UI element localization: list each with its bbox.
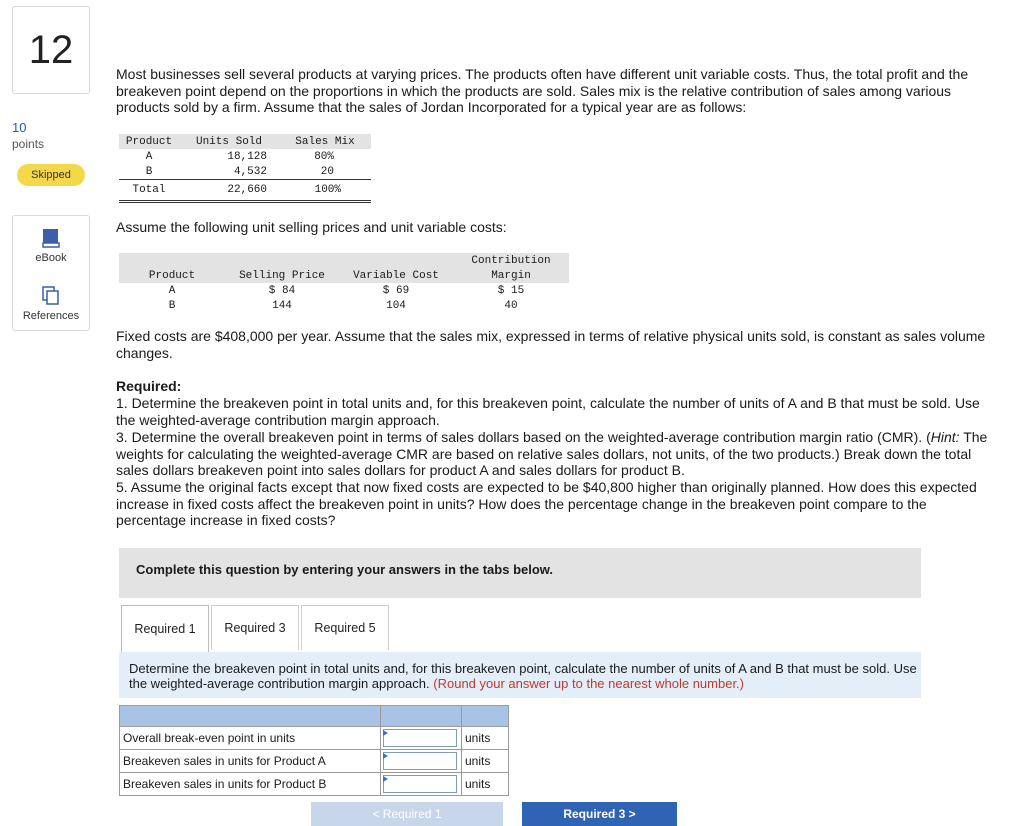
price-cell: $ 15: [497, 284, 525, 297]
answer-unit: units: [462, 727, 509, 750]
price-cell: 40: [504, 299, 518, 312]
price-cell: 144: [272, 299, 292, 312]
answer-label: Breakeven sales in units for Product B: [120, 773, 381, 796]
price-cell: A: [168, 284, 176, 297]
requirement-3-text: 3. Determine the overall breakeven point in terms of sales dollars based on the weighted-average contribution margin ratio (CMR).: [116, 429, 923, 445]
price-table: [119, 253, 569, 313]
instruction-note: (Round your answer up to the nearest whole number.): [433, 676, 744, 691]
required-heading: Required:: [116, 378, 182, 394]
answer-unit: units: [462, 773, 509, 796]
answer-label: Overall break-even point in units: [120, 727, 381, 750]
references-icon: [42, 286, 60, 306]
sales-cell: 100%: [314, 184, 341, 196]
question-number: 12: [12, 6, 90, 94]
references-button[interactable]: [13, 286, 89, 322]
sales-cell: 4,532: [233, 165, 267, 178]
next-tab-button[interactable]: Required 3 >: [522, 802, 677, 826]
price-cell: $ 69: [382, 284, 410, 297]
price-header-product: Product: [148, 269, 196, 282]
answer-row: [120, 750, 509, 773]
price-header-margin: Margin: [491, 269, 531, 282]
sales-cell: 18,128: [227, 150, 267, 163]
requirement-3-hint: The weights for calculating the weighted-average CMR are based on relative sales dollars, not units, of the two products.) Break down the total sales dollars breakeven point into sales dollars for product A and sales dollars for product B.: [116, 429, 988, 478]
answer-row: [120, 773, 509, 796]
requirement-1: 1. Determine the breakeven point in total units and, for this breakeven point, calculate the number of units of A and B that must be sold. Use the weighted-average contribution margin approach.: [116, 395, 980, 428]
ebook-label: eBook: [35, 252, 67, 264]
book-icon: [42, 228, 60, 248]
sales-cell: B: [145, 165, 153, 178]
sales-cell: 22,660: [227, 184, 267, 196]
sales-table: [119, 134, 371, 203]
requirement-5: 5. Assume the original facts except that now fixed costs are expected to be $40,800 higher than originally planned. How does this expected increase in fixed costs affect the breakeven point in units? How does the percentage change in the breakeven point compare to the percentage increase in fixed costs?: [116, 479, 977, 528]
points-value: 10: [12, 120, 27, 135]
tab-required-5[interactable]: Required 5: [301, 605, 389, 650]
problem-intro: Most businesses sell several products at varying prices. The products often have different unit variable costs. Thus, the total profit and the breakeven point depend on the proportions in which the products are sold. Sales mix is the relative contribution of sales among various products sold by a firm. Assume that the sales of Jordan Incorporated for a typical year are as follows:: [116, 66, 969, 115]
sales-header-product: Product: [125, 135, 173, 148]
sales-cell: A: [145, 150, 153, 163]
status-badge: Skipped: [17, 164, 85, 186]
answer-label: Breakeven sales in units for Product A: [120, 750, 381, 773]
price-cell: $ 84: [268, 284, 296, 297]
answer-row: [120, 727, 509, 750]
tab-required-1[interactable]: Required 1: [121, 605, 209, 652]
tab-required-3[interactable]: Required 3: [211, 605, 299, 650]
fixed-costs-text: Fixed costs are $408,000 per year. Assume that the sales mix, expressed in terms of relative physical units sold, is constant as sales volume changes.: [116, 328, 986, 361]
breakeven-b-input[interactable]: [383, 775, 457, 793]
instruction-text: Determine the breakeven point in total units and, for this breakeven point, calculate the number of units of A and B that must be sold. Use the weighted-average contribution margin approach.: [129, 661, 917, 691]
complete-text: Complete this question by entering your answers in the tabs below.: [136, 562, 554, 577]
sales-cell: Total: [132, 184, 166, 196]
price-cell: B: [168, 299, 176, 312]
ebook-button[interactable]: [13, 228, 89, 264]
sales-cell: 20: [320, 165, 334, 178]
prev-tab-button[interactable]: < Required 1: [311, 802, 503, 826]
answer-table: [119, 705, 509, 796]
sales-cell: 80%: [314, 150, 334, 163]
instruction-box: [119, 652, 921, 698]
answer-unit: units: [462, 750, 509, 773]
price-cell: 104: [386, 299, 406, 312]
price-header-selling: Selling Price: [239, 269, 325, 282]
tools-panel: [12, 215, 90, 331]
breakeven-total-input[interactable]: [383, 729, 457, 747]
price-header-variable: Variable Cost: [353, 269, 439, 282]
requirement-3: 3. Determine the overall breakeven point in terms of sales dollars based on the weighted-average contribution margin ratio (CMR). (Hint: The weights for calculating the weighted-average CMR are based on relative sales dollars, not units, of the two products.) Break down the total sales dollars breakeven point into sales dollars for product A and sales dollars for product B.: [116, 429, 988, 478]
points-label: points: [12, 137, 45, 151]
sales-header-units: Units Sold: [195, 135, 262, 148]
assume-text: Assume the following unit selling prices and unit variable costs:: [116, 219, 507, 235]
price-header-contribution: Contribution: [471, 254, 551, 267]
breakeven-a-input[interactable]: [383, 752, 457, 770]
sales-header-mix: Sales Mix: [295, 135, 355, 148]
complete-banner: [119, 548, 921, 598]
references-label: References: [22, 310, 80, 322]
hint-label: Hint:: [930, 429, 960, 445]
